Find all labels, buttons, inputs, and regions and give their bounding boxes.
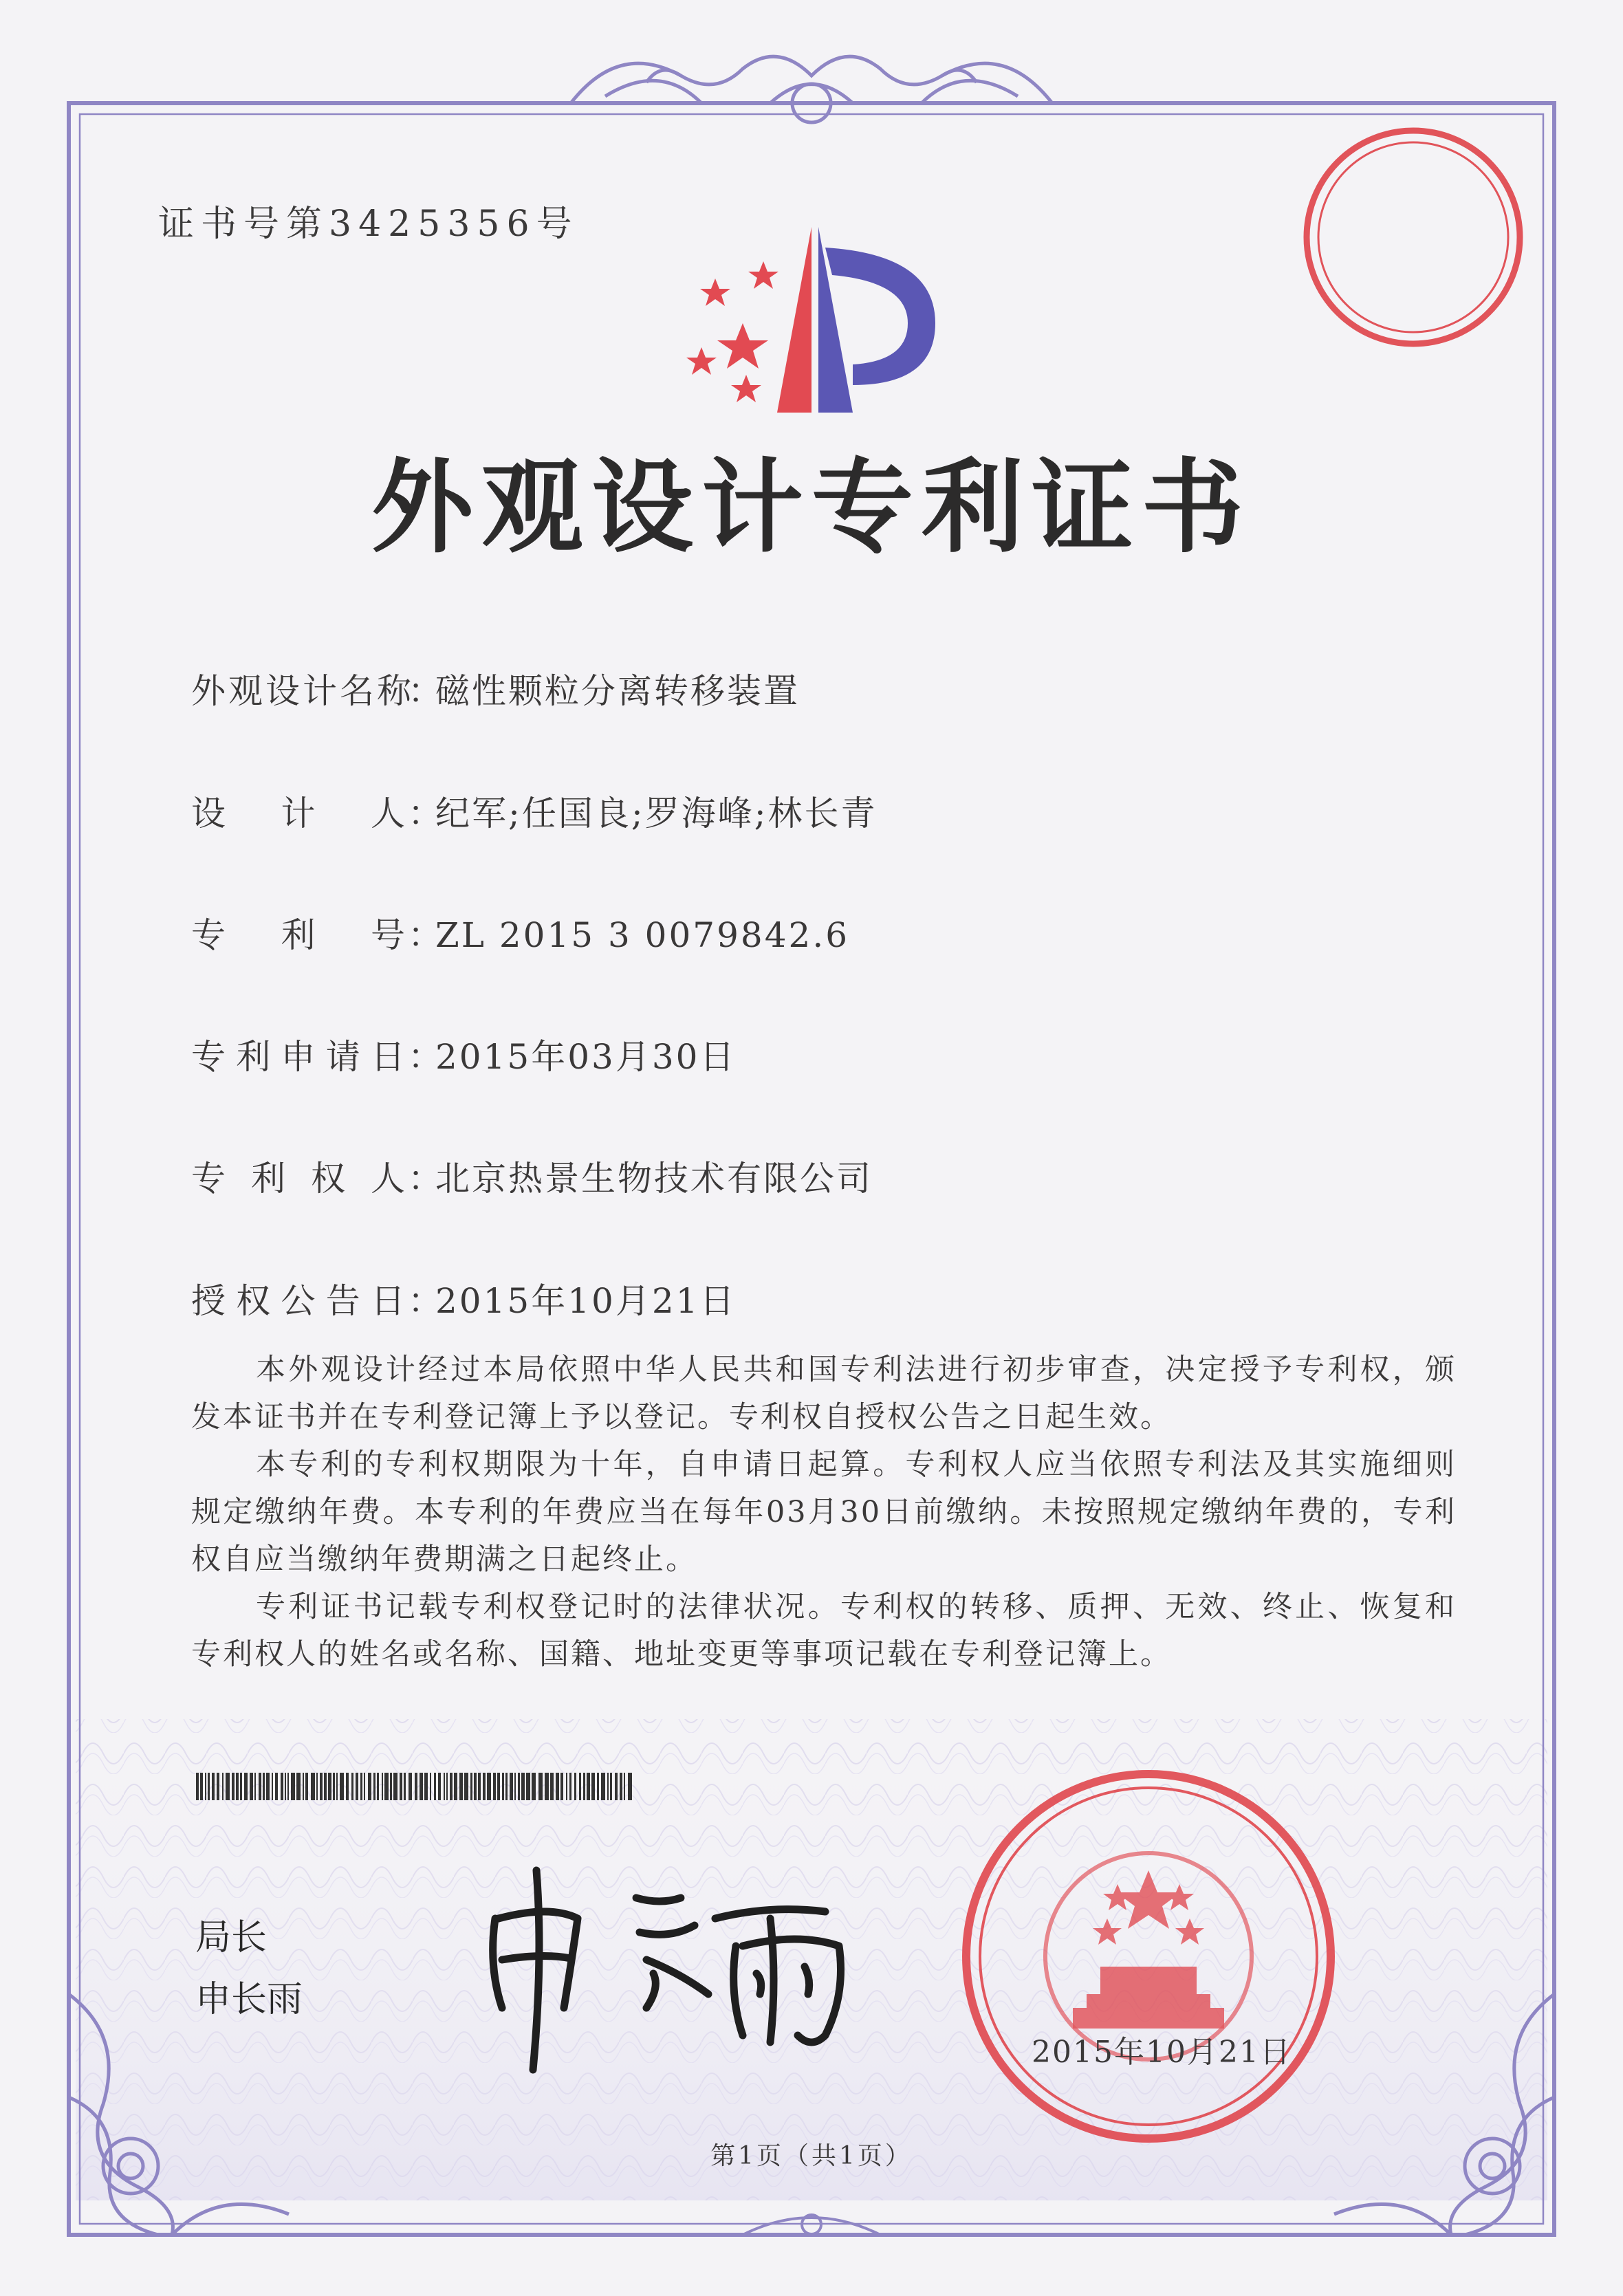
barcode-bar bbox=[377, 1773, 379, 1800]
barcode-bar bbox=[569, 1773, 571, 1800]
barcode-bar bbox=[303, 1773, 304, 1800]
barcode-bar bbox=[450, 1773, 453, 1800]
barcode-bar bbox=[587, 1773, 590, 1800]
barcode-bar bbox=[624, 1773, 625, 1800]
tax-stamp bbox=[1307, 131, 1520, 344]
barcode-bar bbox=[250, 1773, 253, 1800]
barcode-bar bbox=[275, 1773, 278, 1800]
barcode-bar bbox=[514, 1773, 516, 1800]
signatory-name: 申长雨 bbox=[195, 1979, 303, 2020]
barcode-bar bbox=[351, 1773, 353, 1800]
barcode-bar bbox=[459, 1773, 463, 1800]
field-label: 专利权人 bbox=[191, 1159, 408, 1199]
barcode-bar bbox=[324, 1773, 327, 1800]
barcode-bar bbox=[217, 1773, 219, 1800]
barcode-bar bbox=[232, 1773, 235, 1800]
barcode-bar bbox=[478, 1773, 481, 1800]
patent-office-logo bbox=[686, 227, 935, 413]
barcode-bar bbox=[615, 1773, 618, 1800]
barcode-bar bbox=[583, 1773, 585, 1800]
barcode-bar bbox=[430, 1773, 431, 1800]
barcode-bar bbox=[487, 1773, 491, 1800]
barcode-bar bbox=[208, 1773, 210, 1800]
barcode-bar bbox=[285, 1773, 286, 1800]
barcode-bar bbox=[526, 1773, 530, 1800]
barcode-bar bbox=[296, 1773, 301, 1800]
field-value: 2015年10月21日 bbox=[435, 1281, 737, 1321]
field-value: 纪军;任国良;罗海峰;林长青 bbox=[435, 794, 878, 833]
paragraph: 专利证书记载专利权登记时的法律状况。专利权的转移、质押、无效、终止、恢复和专利权人的姓名或名称、国籍、地址变更等事项记载在专利登记簿上。 bbox=[191, 1590, 1457, 1672]
barcode-bar bbox=[409, 1773, 412, 1800]
barcode-bar bbox=[205, 1773, 206, 1800]
field-application-date: 专利申请日：2015年03月30日 bbox=[191, 1029, 737, 1079]
field-value: 2015年03月30日 bbox=[435, 1037, 737, 1077]
barcode-bar bbox=[620, 1773, 622, 1800]
barcode-bar bbox=[438, 1773, 441, 1800]
barcode-bar bbox=[538, 1773, 543, 1800]
field-label: 设计人 bbox=[191, 794, 408, 833]
signatory-title: 局长 bbox=[195, 1917, 268, 1958]
barcode-bar bbox=[212, 1773, 215, 1800]
barcode-bar bbox=[574, 1773, 576, 1800]
barcode-bar bbox=[240, 1773, 242, 1800]
barcode-bar bbox=[328, 1773, 331, 1800]
page-footer: 第1页（共1页） bbox=[710, 2142, 913, 2170]
barcode-bar bbox=[521, 1773, 525, 1800]
barcode-bar bbox=[196, 1773, 199, 1800]
barcode-bar bbox=[474, 1773, 477, 1800]
barcode-bar bbox=[470, 1773, 472, 1800]
barcode-bar bbox=[493, 1773, 496, 1800]
barcode-bar bbox=[340, 1773, 344, 1800]
barcode-bar bbox=[607, 1773, 609, 1800]
barcode-bar bbox=[464, 1773, 468, 1800]
barcode-bar bbox=[222, 1773, 224, 1800]
field-label: 专利号 bbox=[191, 915, 408, 955]
paragraph: 本专利的专利权期限为十年，自申请日起算。专利权人应当依照专利法及其实施细则规定缴纳年费。本专利的年费应当在每年03月30日前缴纳。未按照规定缴纳年费的，专利权自应当缴纳年费期满之日起终止。 bbox=[191, 1447, 1457, 1577]
barcode-bar bbox=[505, 1773, 508, 1800]
top-ornament bbox=[571, 56, 1052, 122]
barcode-bar bbox=[610, 1773, 612, 1800]
barcode-bar bbox=[483, 1773, 486, 1800]
field-label: 专利申请日 bbox=[191, 1037, 408, 1077]
seal-date: 2015年10月21日 bbox=[1032, 2035, 1292, 2070]
barcode-bar bbox=[368, 1773, 371, 1800]
barcode-bar bbox=[628, 1773, 632, 1800]
barcode-bar bbox=[200, 1773, 203, 1800]
barcode-bar bbox=[393, 1773, 397, 1800]
barcode-bar bbox=[597, 1773, 599, 1800]
barcode-bar bbox=[556, 1773, 559, 1800]
barcode-bar bbox=[305, 1773, 308, 1800]
barcode-bar bbox=[336, 1773, 338, 1800]
barcode-bar bbox=[291, 1773, 295, 1800]
barcode-bar bbox=[384, 1773, 389, 1800]
barcode-bar bbox=[454, 1773, 457, 1800]
body-text bbox=[191, 1346, 1457, 1679]
barcode-bar bbox=[226, 1773, 230, 1800]
field-grant-date: 授权公告日：2015年10月21日 bbox=[191, 1273, 737, 1323]
barcode-bar bbox=[497, 1773, 500, 1800]
barcode-bar bbox=[287, 1773, 289, 1800]
barcode-bar bbox=[266, 1773, 270, 1800]
barcode-bar bbox=[446, 1773, 448, 1800]
barcode-bar bbox=[591, 1773, 595, 1800]
barcode-bar bbox=[263, 1773, 265, 1800]
barcode-bar bbox=[404, 1773, 406, 1800]
barcode-bar bbox=[281, 1773, 283, 1800]
barcode-bar bbox=[532, 1773, 536, 1800]
field-value: 北京热景生物技术有限公司 bbox=[435, 1159, 873, 1199]
barcode-bar bbox=[272, 1773, 273, 1800]
field-patentee: 专利权人：北京热景生物技术有限公司 bbox=[191, 1151, 873, 1201]
barcode-bar bbox=[415, 1773, 417, 1800]
barcode-bar bbox=[518, 1773, 520, 1800]
barcode-bar bbox=[311, 1773, 315, 1800]
barcode-bar bbox=[420, 1773, 423, 1800]
barcode-bar bbox=[510, 1773, 513, 1800]
certificate-number: 证书号第3425356号 bbox=[158, 204, 579, 245]
barcode-bar bbox=[550, 1773, 554, 1800]
field-value: ZL 2015 3 0079842.6 bbox=[435, 915, 850, 955]
certificate-title: 外观设计专利证书 bbox=[371, 447, 1252, 567]
barcode-bar bbox=[356, 1773, 358, 1800]
barcode-bar bbox=[545, 1773, 549, 1800]
barcode-bar bbox=[434, 1773, 436, 1800]
paragraph: 本外观设计经过本局依照中华人民共和国专利法进行初步审查，决定授予专利权，颁发本证书并在专利登记簿上予以登记。专利权自授权公告之日起生效。 bbox=[191, 1353, 1457, 1434]
barcode-bar bbox=[390, 1773, 392, 1800]
barcode-bar bbox=[601, 1773, 605, 1800]
barcode-bar bbox=[259, 1773, 261, 1800]
field-label: 授权公告日 bbox=[191, 1281, 408, 1321]
barcode-bar bbox=[424, 1773, 428, 1800]
barcode-bar bbox=[502, 1773, 504, 1800]
bottom-ornament bbox=[743, 2215, 880, 2235]
barcode-bar bbox=[236, 1773, 239, 1800]
barcode-bar bbox=[333, 1773, 335, 1800]
barcode-bar bbox=[373, 1773, 375, 1800]
barcode-bar bbox=[346, 1773, 349, 1800]
barcode-bar bbox=[254, 1773, 256, 1800]
barcode-bar bbox=[360, 1773, 362, 1800]
field-label: 外观设计名称 bbox=[191, 671, 414, 711]
field-patent-number: 专利号：ZL 2015 3 0079842.6 bbox=[191, 908, 849, 957]
field-value: 磁性颗粒分离转移装置 bbox=[435, 671, 800, 711]
barcode-bar bbox=[560, 1773, 563, 1800]
barcode-bar bbox=[244, 1773, 248, 1800]
barcode-bar bbox=[364, 1773, 365, 1800]
barcode-bar bbox=[579, 1773, 581, 1800]
field-design-name: 外观设计名称：磁性颗粒分离转移装置 bbox=[191, 664, 800, 713]
barcode-bar bbox=[566, 1773, 567, 1800]
barcode-bar bbox=[316, 1773, 318, 1800]
barcode-bar bbox=[382, 1773, 383, 1800]
barcode-bar bbox=[320, 1773, 323, 1800]
barcode-bar bbox=[400, 1773, 402, 1800]
barcode-bar bbox=[444, 1773, 445, 1800]
field-designers: 设计人：纪军;任国良;罗海峰;林长青 bbox=[191, 786, 878, 835]
